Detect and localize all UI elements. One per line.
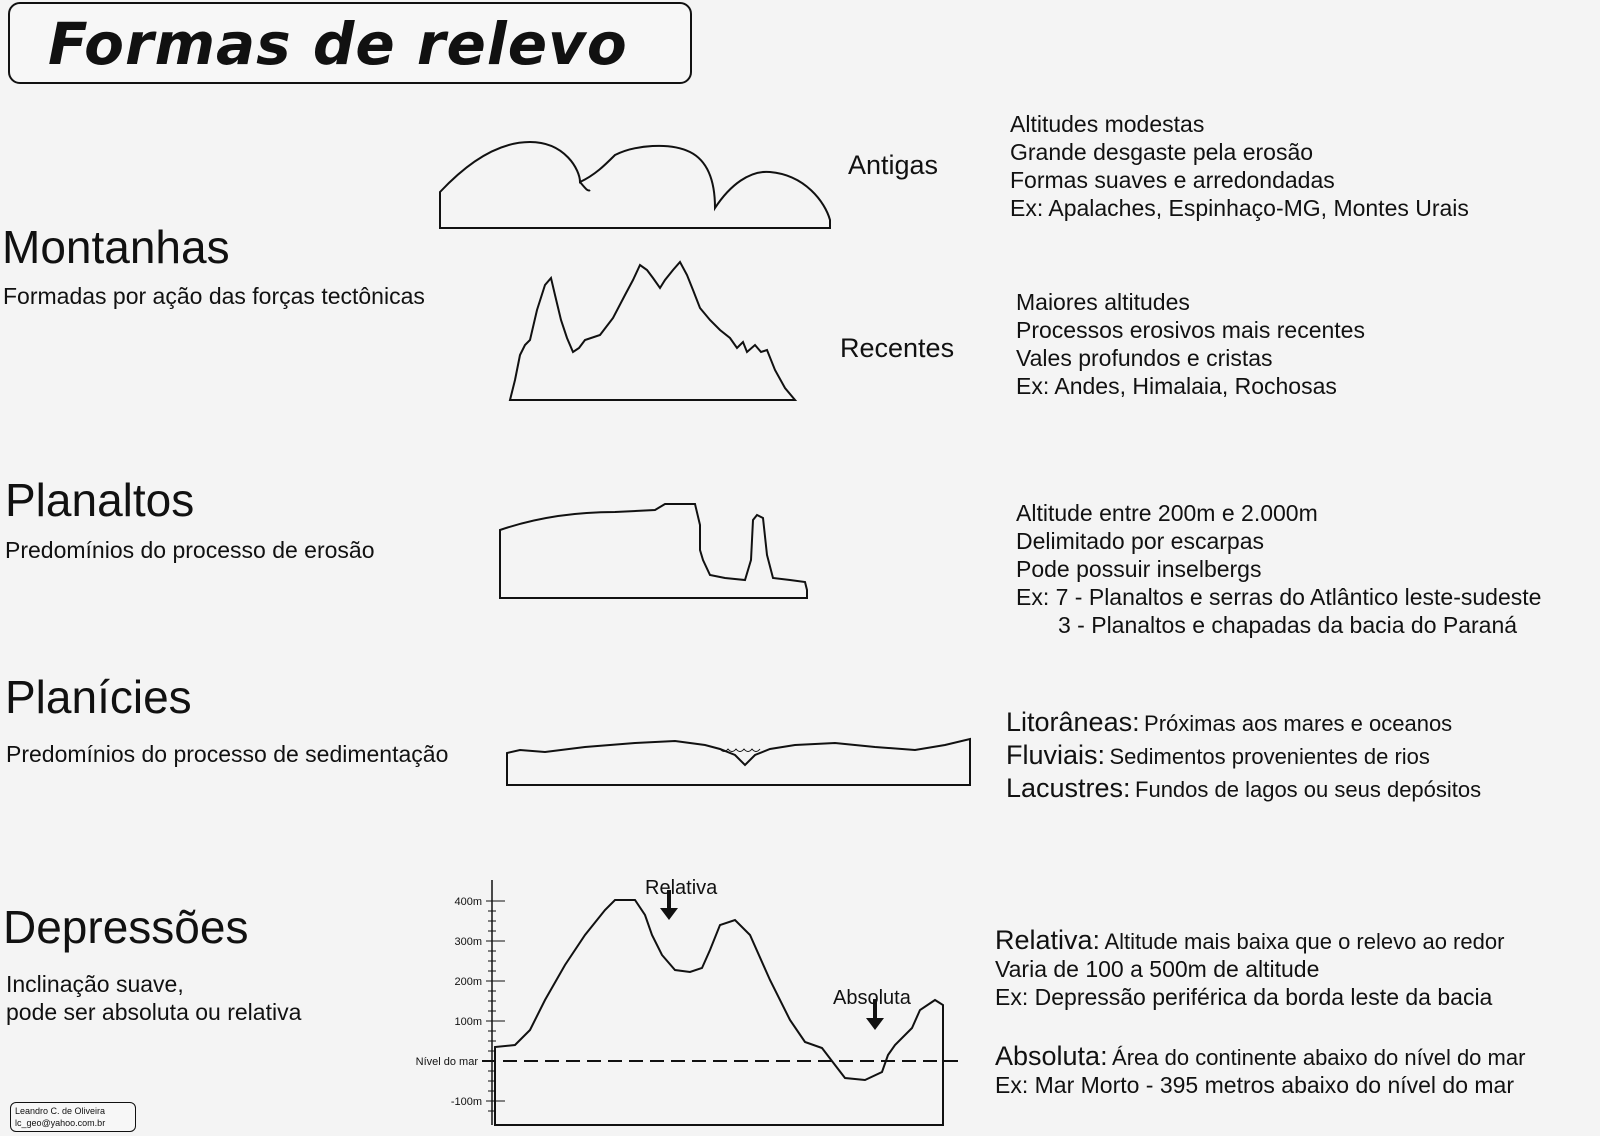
antigas-line: Grande desgaste pela erosão <box>1010 139 1314 165</box>
recentes-line: Vales profundos e cristas <box>1016 345 1273 371</box>
planicie-text: Próximas aos mares e oceanos <box>1144 711 1453 736</box>
recentes-label: Recentes <box>840 333 955 363</box>
montanhas-heading: Montanhas <box>2 221 230 273</box>
axis-label-100: 100m <box>454 1016 482 1028</box>
antigas-label: Antigas <box>848 150 939 180</box>
title-box <box>8 2 692 84</box>
planicie-profile <box>505 735 975 790</box>
planaltos-line: Pode possuir inselbergs <box>1016 556 1262 582</box>
recentes-description <box>1016 288 1365 400</box>
absoluta-text: Área do continente abaixo do nível do mar <box>1112 1045 1526 1070</box>
planicie-term: Lacustres: <box>1006 773 1131 803</box>
axis-label-300: 300m <box>454 936 482 948</box>
planicie-text: Fundos de lagos ou seus depósitos <box>1135 777 1482 802</box>
planaltos-line: Ex: 7 - Planaltos e serras do Atlântico leste-sudeste <box>1016 584 1542 610</box>
depressoes-subtitle-line: Inclinação suave, <box>6 971 184 997</box>
planaltos-line: Altitude entre 200m e 2.000m <box>1016 500 1318 526</box>
antigas-description <box>1010 110 1469 222</box>
relativa-line: Ex: Depressão periférica da borda leste da bacia <box>995 984 1493 1010</box>
depressoes-heading: Depressões <box>3 901 249 953</box>
recentes-line: Maiores altitudes <box>1016 289 1190 315</box>
absoluta-description <box>995 1041 1525 1099</box>
relativa-term: Relativa: <box>995 925 1101 955</box>
planicie-text: Sedimentos provenientes de rios <box>1109 744 1430 769</box>
relativa-description <box>995 925 1504 1011</box>
planalto-profile <box>495 500 820 605</box>
author-name: Leandro C. de Oliveira <box>15 1106 106 1116</box>
page-title: Formas de relevo <box>48 10 628 78</box>
planicies-list <box>1006 707 1481 806</box>
planicie-term: Fluviais: <box>1006 740 1106 770</box>
absoluta-term: Absoluta: <box>995 1041 1108 1071</box>
recentes-mountain-profile <box>505 260 805 405</box>
relativa-arrow-label: Relativa <box>645 877 718 899</box>
planicies-subtitle: Predomínios do processo de sedimentação <box>6 741 449 767</box>
planaltos-subtitle: Predomínios do processo de erosão <box>5 537 375 563</box>
axis-label-sea-level: Nível do mar <box>415 1056 478 1068</box>
montanhas-subtitle: Formadas por ação das forças tectônicas <box>3 283 425 309</box>
antigas-line: Ex: Apalaches, Espinhaço-MG, Montes Urais <box>1010 195 1469 221</box>
planaltos-description <box>1016 499 1541 639</box>
relativa-text: Altitude mais baixa que o relevo ao redor <box>1104 929 1505 954</box>
absoluta-line: Ex: Mar Morto - 395 metros abaixo do nível do mar <box>995 1072 1514 1098</box>
planicies-heading: Planícies <box>5 671 192 723</box>
antigas-line: Formas suaves e arredondadas <box>1010 167 1335 193</box>
planaltos-line: Delimitado por escarpas <box>1016 528 1265 554</box>
antigas-mountain-profile <box>430 130 850 240</box>
axis-label-200: 200m <box>454 976 482 988</box>
relativa-line: Varia de 100 a 500m de altitude <box>995 956 1320 982</box>
absoluta-arrow-label: Absoluta <box>833 987 911 1009</box>
author-email: lc_geo@yahoo.com.br <box>15 1118 106 1128</box>
depressoes-subtitle-line: pode ser absoluta ou relativa <box>6 999 302 1025</box>
depressoes-subtitle <box>6 970 301 1026</box>
antigas-line: Altitudes modestas <box>1010 111 1205 137</box>
author-credit <box>10 1102 136 1132</box>
planaltos-line: 3 - Planaltos e chapadas da bacia do Paraná <box>1058 612 1518 638</box>
recentes-line: Ex: Andes, Himalaia, Rochosas <box>1016 373 1337 399</box>
recentes-line: Processos erosivos mais recentes <box>1016 317 1365 343</box>
axis-label-400: 400m <box>454 896 482 908</box>
planaltos-heading: Planaltos <box>5 474 195 526</box>
axis-label-minus-100: -100m <box>450 1096 482 1108</box>
planicie-term: Litorâneas: <box>1006 707 1140 737</box>
